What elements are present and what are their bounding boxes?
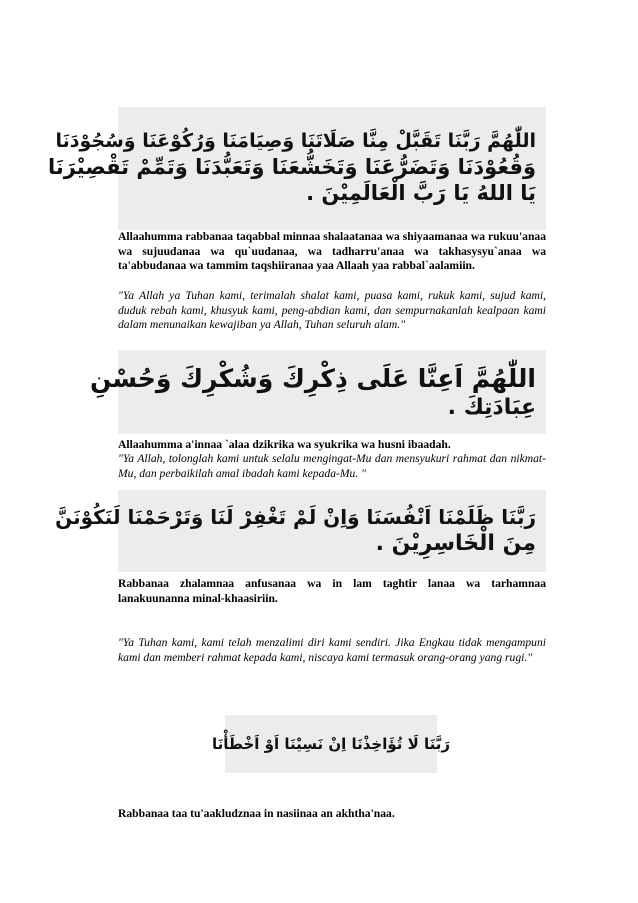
translation-1: "Ya Allah ya Tuhan kami, terimalah shalat kami, puasa kami, rukuk kami, sujud kami, duduk rebah kami, khusyuk kami, peng-abdian kami, dan sempurnakanlah kealpaan kami dalam menunaikan kewajiban ya Allah, Tuhan seluruh alam." bbox=[118, 289, 546, 332]
arabic-line: رَبَّنَا لَا تُؤَاخِذْنَا اِنْ نَسِيْنَا اَوْ اَخْطَأْنَا bbox=[211, 734, 451, 753]
arabic-line: وَقُعُوْدَنَا وَتَضَرُّعَنَا وَتَخَشُّعَنَا وَتَعَبُّدَنَا وَتَمِّمْ تَقْصِيْرَنَا bbox=[47, 155, 536, 180]
arabic-scan-4 bbox=[211, 715, 451, 773]
transliteration-4: Rabbanaa taa tu'aakludznaa in nasiinaa an akhtha'naa. bbox=[118, 807, 395, 820]
translation-3: "Ya Tuhan kami, kami telah menzalimi diri kami sendiri. Jika Engkau tidak mengampuni kami dan memberi rahmat kepada kami, niscaya kami termasuk orang-orang yang rugi." bbox=[118, 636, 546, 664]
arabic-scan-3 bbox=[55, 490, 546, 572]
arabic-line: عِبَادَتِكَ . bbox=[447, 394, 536, 420]
arabic-line: رَبَّنَا ظَلَمْنَا اَنْفُسَنَا وَاِنْ لَمْ تَغْفِرْ لَنَا وَتَرْحَمْنَا لَنَكُوْنَنَّ bbox=[55, 504, 536, 529]
arabic-line: اللّٰهُمَّ رَبَّنَا تَقَبَّلْ مِنَّا صَلَاتَنَا وَصِيَامَنَا وَرُكُوْعَنَا وَسُجُوْدَنَا bbox=[55, 130, 536, 153]
arabic-scan-1 bbox=[47, 107, 546, 230]
arabic-line: مِنَ الْخَاسِرِيْنَ . bbox=[375, 530, 536, 556]
transliteration-1: Allaahumma rabbanaa taqabbal minnaa shalaatanaa wa shiyaamanaa wa rukuu'anaa wa sujuudanaa wa qu`uudanaa, wa tadharru'anaa wa takhasysyu`anaa wa ta'abbudanaa wa tammim taqshiiranaa yaa Allaah yaa rabbal`aalamiin. bbox=[118, 230, 546, 273]
arabic-line: يَا اللهُ يَا رَبَّ الْعَالَمِيْنَ . bbox=[306, 181, 536, 206]
transliteration-3: Rabbanaa zhalamnaa anfusanaa wa in lam taghtir lanaa wa tarhamnaa lanakuunanna minal-khaasiriin. bbox=[118, 577, 546, 605]
arabic-line: اللّٰهُمَّ اَعِنَّا عَلَى ذِكْرِكَ وَشُكْرِكَ وَحُسْنِ bbox=[89, 363, 536, 393]
translation-2: "Ya Allah, tolonglah kami untuk selalu mengingat-Mu dan mensyukuri rahmat dan nikmat-Mu, dan perbaikilah amal ibadah kami kepada-Mu. " bbox=[118, 452, 546, 480]
transliteration-2: Allaahumma a'innaa `alaa dzikrika wa syukrika wa husni ibaadah. bbox=[118, 438, 451, 451]
arabic-scan-2 bbox=[89, 350, 546, 434]
